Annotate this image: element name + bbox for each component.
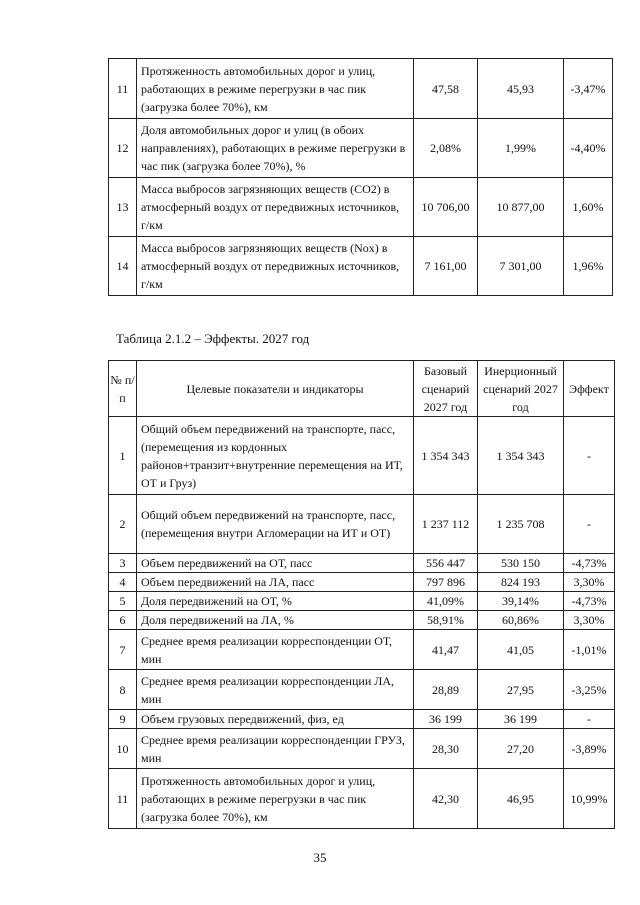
row-number: 11 [109,59,137,119]
row-effect-value: -3,25% [564,670,615,710]
row-effect-value: 10,99% [564,769,615,829]
row-indicator: Масса выбросов загрязняющих веществ (CO2) в атмосферный воздух от передвижных источников, г/км [137,178,414,237]
row-inertial-value: 530 150 [478,554,564,573]
row-indicator: Протяженность автомобильных дорог и улиц, работающих в режиме перегрузки в час пик (загрузка более 70%), км [137,59,414,119]
row-base-value: 2,08% [414,119,478,178]
row-effect-value: -3,89% [564,729,615,769]
row-number: 14 [109,237,137,296]
table-row [109,119,613,178]
row-base-value: 36 199 [414,710,478,729]
row-effect-value: 3,30% [564,611,615,630]
table-row [109,573,615,592]
row-number: 1 [109,417,137,495]
table-header-row [109,361,615,417]
effects-table [108,360,615,829]
row-number: 4 [109,573,137,592]
row-effect-value: 1,96% [564,237,613,296]
table-row [109,769,615,829]
row-inertial-value: 27,20 [478,729,564,769]
row-effect-value: -4,73% [564,554,615,573]
header-indicator: Целевые показатели и индикаторы [137,361,414,417]
table-row [109,554,615,573]
row-base-value: 41,47 [414,630,478,670]
row-number: 7 [109,630,137,670]
row-inertial-value: 7 301,00 [478,237,564,296]
row-inertial-value: 45,93 [478,59,564,119]
row-effect-value: - [564,710,615,729]
row-base-value: 797 896 [414,573,478,592]
row-indicator: Объем передвижений на ОТ, пасс [137,554,414,573]
row-number: 6 [109,611,137,630]
row-inertial-value: 41,05 [478,630,564,670]
table-row [109,729,615,769]
table-row [109,630,615,670]
row-number: 11 [109,769,137,829]
row-effect-value: 1,60% [564,178,613,237]
row-indicator: Объем передвижений на ЛА, пасс [137,573,414,592]
row-base-value: 28,30 [414,729,478,769]
row-inertial-value: 824 193 [478,573,564,592]
row-effect-value: -4,73% [564,592,615,611]
row-indicator: Доля передвижений на ЛА, % [137,611,414,630]
row-base-value: 42,30 [414,769,478,829]
row-inertial-value: 46,95 [478,769,564,829]
row-inertial-value: 39,14% [478,592,564,611]
table-row [109,670,615,710]
row-effect-value: - [564,417,615,495]
row-inertial-value: 36 199 [478,710,564,729]
row-inertial-value: 1 354 343 [478,417,564,495]
row-effect-value: -3,47% [564,59,613,119]
row-inertial-value: 27,95 [478,670,564,710]
row-base-value: 58,91% [414,611,478,630]
table-row [109,178,613,237]
row-effect-value: -4,40% [564,119,613,178]
table-row [109,417,615,495]
row-indicator: Протяженность автомобильных дорог и улиц, работающих в режиме перегрузки в час пик (загрузка более 70%), км [137,769,414,829]
row-number: 13 [109,178,137,237]
row-indicator: Масса выбросов загрязняющих веществ (Nox) в атмосферный воздух от передвижных источников, г/км [137,237,414,296]
row-indicator: Среднее время реализации корреспонденции ОТ, мин [137,630,414,670]
row-indicator: Общий объем передвижений на транспорте, пасс, (перемещения из кордонных районов+транзит+внутренние перемещения на ИТ, ОТ и Груз) [137,417,414,495]
row-inertial-value: 1,99% [478,119,564,178]
row-inertial-value: 60,86% [478,611,564,630]
row-number: 10 [109,729,137,769]
row-effect-value: -1,01% [564,630,615,670]
row-base-value: 7 161,00 [414,237,478,296]
table-row [109,592,615,611]
header-effect: Эффект [564,361,615,417]
row-base-value: 47,58 [414,59,478,119]
row-base-value: 1 354 343 [414,417,478,495]
row-number: 3 [109,554,137,573]
row-indicator: Объем грузовых передвижений, физ, ед [137,710,414,729]
row-indicator: Доля автомобильных дорог и улиц (в обоих направлениях), работающих в режиме перегрузки в час пик (загрузка более 70%), % [137,119,414,178]
row-base-value: 41,09% [414,592,478,611]
table-row [109,710,615,729]
row-number: 5 [109,592,137,611]
row-indicator: Среднее время реализации корреспонденции ЛА, мин [137,670,414,710]
row-number: 2 [109,495,137,554]
table-caption: Таблица 2.1.2 – Эффекты. 2027 год [116,331,310,346]
row-indicator: Общий объем передвижений на транспорте, пасс, (перемещения внутри Агломерации на ИТ и ОТ) [137,495,414,554]
row-inertial-value: 10 877,00 [478,178,564,237]
header-inertial: Инерционный сценарий 2027 год [478,361,564,417]
table-continued [108,58,613,296]
row-number: 8 [109,670,137,710]
row-effect-value: - [564,495,615,554]
table-row [109,237,613,296]
row-base-value: 1 237 112 [414,495,478,554]
row-base-value: 10 706,00 [414,178,478,237]
row-base-value: 556 447 [414,554,478,573]
table-row [109,611,615,630]
row-indicator: Доля передвижений на ОТ, % [137,592,414,611]
header-base: Базовый сценарий 2027 год [414,361,478,417]
page-number: 35 [313,850,327,865]
row-number: 9 [109,710,137,729]
table-row [109,495,615,554]
header-number: № п/п [109,361,137,417]
table-row [109,59,613,119]
row-effect-value: 3,30% [564,573,615,592]
row-number: 12 [109,119,137,178]
row-indicator: Среднее время реализации корреспонденции ГРУЗ, мин [137,729,414,769]
row-inertial-value: 1 235 708 [478,495,564,554]
row-base-value: 28,89 [414,670,478,710]
